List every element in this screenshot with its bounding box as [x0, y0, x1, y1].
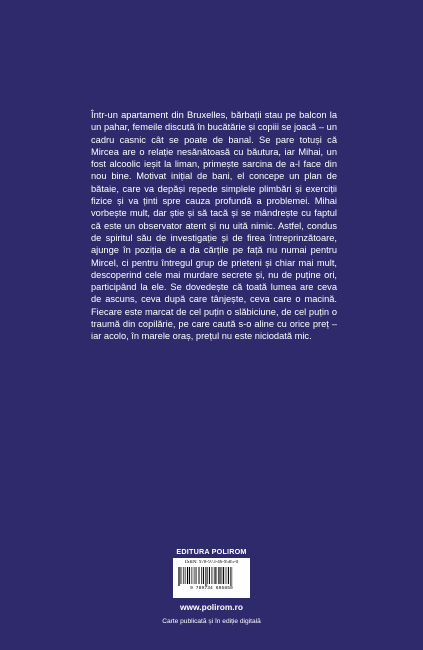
barcode-bar — [211, 567, 212, 584]
barcode-bar — [180, 567, 181, 584]
barcode-bar — [214, 567, 215, 584]
barcode-bar — [205, 567, 206, 586]
barcode-bar — [187, 567, 188, 584]
barcode-bar — [208, 567, 209, 584]
barcode-bar — [217, 567, 218, 584]
digital-edition-note: Carte publicată și în ediție digitală — [162, 618, 261, 625]
barcode-bar — [223, 567, 224, 584]
barcode-bar — [201, 567, 202, 584]
barcode-bar — [185, 567, 186, 584]
barcode-bar — [193, 567, 194, 584]
barcode-bar — [213, 567, 214, 584]
isbn-barcode-box — [173, 558, 250, 598]
barcode-bar — [189, 567, 190, 584]
barcode-bar — [179, 567, 180, 586]
barcode-bar — [195, 567, 196, 584]
publisher-website: www.polirom.ro — [180, 602, 243, 612]
barcode-bar — [191, 567, 192, 584]
barcode-bar — [220, 567, 221, 584]
barcode-bar — [203, 567, 204, 584]
barcode-bar — [182, 567, 183, 584]
barcode-bar — [227, 567, 228, 584]
barcode-bar — [232, 567, 233, 586]
barcode-bar — [207, 567, 208, 586]
blurb-paragraph: Într-un apartament din Bruxelles, bărbații stau pe balcon la un pahar, femeile discută în bucătărie și copiii se joacă – un cadru casnic cât se poate de banal. Se pare totuși că Mircea are o relație nesănătoasă cu băutura, iar Mihai, un fost alcoolic ieșit la liman, primește sarcina de a-l face din nou bine. Motivat inițial de bani, el concepe un plan de bătaie, care va depăși repede simplele plimbări și exerciții fizice și va ținti spre cauza profundă a problemei. Mihai vorbește mult, dar știe și să tacă și se mândrește cu faptul că este un observator atent și nu uită nimic. Astfel, condus de spiritul său de investigație și de firea întreprinzătoare, ajunge în poziția de a da cărțile pe față nu numai pentru Mircel, ci pentru întregul grup de prieteni și chiar mai mult, descoperind cele mai murdare secrete și, nu de puține ori, participând la ele. Se dovedește că toată lumea are ceva de ascuns, ceva după care tânjește, ceva care o macină. Fiecare este marcat de cel puțin o slăbiciune, de cel puțin o traumă din copilărie, pe care caută s-o aline cu orice preț – iar acolo, în marele oraș, prețul nu este niciodată mic. — [91, 110, 337, 342]
barcode-bar — [196, 567, 197, 584]
isbn-label: ISBN: 978-973-46-9585-0 — [184, 560, 239, 565]
barcode-bar — [178, 567, 179, 586]
barcode-bar — [230, 567, 231, 586]
barcode-bar — [225, 567, 226, 584]
barcode-bar — [198, 567, 199, 584]
publisher-name: EDITURA POLIROM — [176, 547, 247, 556]
barcode-digits: 9 789734 695850 — [190, 586, 233, 591]
barcode-bar — [228, 567, 229, 584]
barcode-image — [176, 567, 247, 586]
barcode-bar — [200, 567, 201, 584]
barcode-bar — [183, 567, 184, 584]
blurb-text — [91, 109, 337, 343]
barcode-bar — [209, 567, 210, 584]
barcode-bar — [218, 567, 219, 584]
